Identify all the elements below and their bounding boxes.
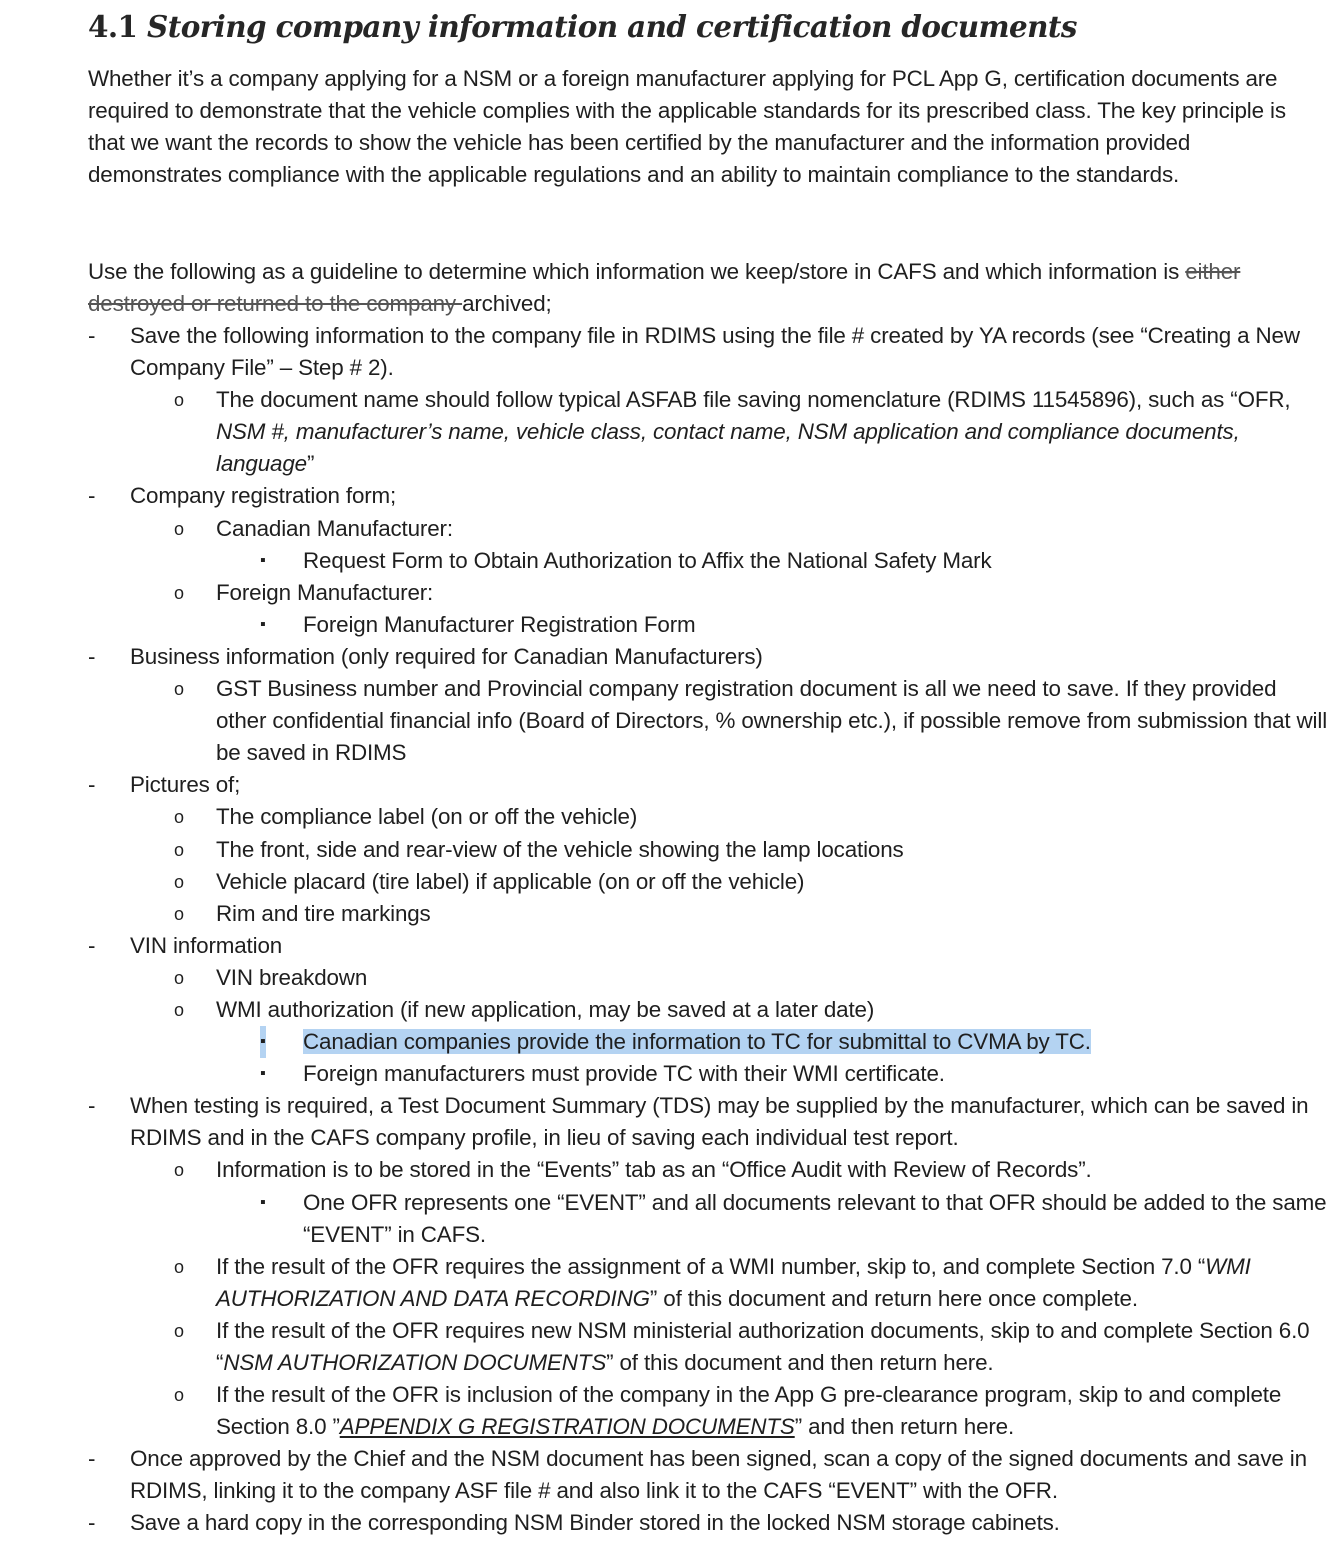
guideline-list: [88, 320, 1328, 1540]
circle-bullet: o: [174, 679, 184, 700]
list-item-text: Rim and tire markings: [216, 900, 431, 926]
list-item-text: GST Business number and Provincial company registration document is all we need to save. If they provided other confidential financial info (Board of Directors, % ownership etc.), if possible remove from submission that will be saved in RDIMS: [216, 676, 1328, 766]
list-item-text: Vehicle placard (tire label) if applicable (on or off the vehicle): [216, 868, 805, 894]
list-item: [88, 1315, 1328, 1379]
list-item-text: Request Form to Obtain Authorization to Affix the National Safety Mark: [303, 547, 992, 573]
list-item-text: Business information (only required for Canadian Manufacturers): [130, 643, 763, 669]
list-item: [88, 962, 1328, 994]
list-item-text: ” of this document and then return here.: [606, 1350, 994, 1375]
list-item: [88, 1443, 1328, 1507]
list-item-text: Information is to be stored in the “Events” tab as an “Office Audit with Review of Records”.: [216, 1157, 1092, 1183]
list-item: [88, 1187, 1328, 1251]
intro-paragraph: Whether it’s a company applying for a NSM or a foreign manufacturer applying for PCL App G, certification documents are required to demonstrate that the vehicle complies with the applicable standards for its prescribed class. The key principle is that we want the records to show the vehicle has been certified by the manufacturer and the information provided demonstrates compliance with the applicable regulations and an ability to maintain compliance to the standards.: [88, 66, 1286, 188]
list-item: [88, 1058, 1328, 1090]
square-bullet: ▪: [260, 1193, 266, 1211]
list-item-selected[interactable]: [88, 1026, 1328, 1058]
list-item-text: Once approved by the Chief and the NSM document has been signed, scan a copy of the signed documents and save in RDIMS, linking it to the company ASF file # and also link it to the CAFS “EVENT” with the OFR.: [130, 1446, 1307, 1504]
list-item: [88, 609, 1328, 641]
square-bullet: ▪: [260, 615, 266, 633]
list-item: [88, 673, 1328, 769]
list-item-text: When testing is required, a Test Document Summary (TDS) may be supplied by the manufacturer, which can be saved in RDIMS and in the CAFS company profile, in lieu of saving each individual test report.: [130, 1093, 1309, 1151]
dash-bullet: -: [88, 1093, 96, 1119]
circle-bullet: o: [174, 839, 184, 860]
circle-bullet: o: [174, 1160, 184, 1181]
list-item-text: Foreign Manufacturer Registration Form: [303, 611, 696, 637]
list-item: [88, 320, 1328, 384]
list-item-text: Foreign Manufacturer:: [216, 579, 434, 605]
nomenclature-example: NSM #, manufacturer’s name, vehicle class, contact name, NSM application and compliance documents, language: [216, 419, 1240, 477]
dash-bullet: -: [88, 772, 96, 798]
section-title: Storing company information and certification documents: [147, 10, 1077, 45]
dash-bullet: -: [88, 643, 96, 669]
section-link[interactable]: APPENDIX G REGISTRATION DOCUMENTS: [339, 1414, 795, 1440]
list-item: [88, 641, 1328, 673]
list-item: [88, 769, 1328, 801]
list-item-text: If the result of the OFR requires new NSM ministerial authorization documents, skip to and complete Section 6.0 “: [216, 1317, 1310, 1375]
guideline-text: Use the following as a guideline to determine which information we keep/store in CAFS and which information is: [88, 259, 1186, 284]
list-item-text: If the result of the OFR is inclusion of the company in the App G pre-clearance program, skip to and complete Section 8.0 ”: [216, 1382, 1282, 1440]
list-item-text: ” and then return here.: [794, 1414, 1015, 1440]
dash-bullet: -: [88, 1446, 96, 1472]
list-item-text: The document name should follow typical ASFAB file saving nomenclature (RDIMS 11545896), such as “OFR,: [216, 387, 1291, 413]
list-item: [88, 930, 1328, 962]
circle-bullet: o: [174, 582, 184, 603]
list-item: [88, 1090, 1328, 1154]
deleted-text: either destroyed or returned to the company: [88, 259, 1241, 317]
list-item-text: If the result of the OFR requires the assignment of a WMI number, skip to, and complete Section 7.0 “: [216, 1253, 1206, 1279]
list-item: [88, 1379, 1328, 1443]
selected-text[interactable]: Canadian companies provide the information to TC for submittal to CVMA by TC.: [303, 1029, 1091, 1055]
list-item-text: Foreign manufacturers must provide TC with their WMI certificate.: [303, 1061, 945, 1087]
section-number: 4.1: [88, 10, 138, 45]
circle-bullet: o: [174, 1320, 184, 1341]
inserted-text: archived;: [462, 291, 552, 317]
circle-bullet: o: [174, 999, 184, 1020]
circle-bullet: o: [174, 1385, 184, 1406]
dash-bullet: -: [88, 483, 96, 509]
circle-bullet: o: [174, 390, 184, 411]
square-bullet: ▪: [260, 1026, 266, 1058]
list-item: [88, 384, 1328, 480]
circle-bullet: o: [174, 871, 184, 892]
list-item-text: ” of this document and return here once complete.: [649, 1285, 1138, 1311]
section-reference: NSM AUTHORIZATION DOCUMENTS: [223, 1350, 607, 1375]
list-item-text: One OFR represents one “EVENT” and all documents relevant to that OFR should be added to the same “EVENT” in CAFS.: [303, 1189, 1327, 1247]
list-item: [88, 801, 1328, 833]
list-item-text: Save a hard copy in the corresponding NSM Binder stored in the locked NSM storage cabinets.: [130, 1510, 1060, 1536]
list-item: [88, 513, 1328, 545]
list-item: [88, 1507, 1328, 1539]
dash-bullet: -: [88, 932, 96, 958]
list-item: [88, 898, 1328, 930]
list-item: [88, 577, 1328, 609]
list-item-text: VIN breakdown: [216, 964, 368, 990]
circle-bullet: o: [174, 967, 184, 988]
circle-bullet: o: [174, 807, 184, 828]
list-item-text: VIN information: [130, 932, 283, 958]
close-quote: ”: [306, 451, 315, 477]
list-item: [88, 545, 1328, 577]
list-item: [88, 480, 1328, 512]
list-item-text: The front, side and rear-view of the vehicle showing the lamp locations: [216, 836, 904, 862]
section-reference: WMI AUTHORIZATION AND DATA RECORDING: [216, 1253, 1251, 1311]
list-item: [88, 834, 1328, 866]
dash-bullet: -: [88, 1510, 96, 1536]
circle-bullet: o: [174, 1256, 184, 1277]
square-bullet: ▪: [260, 1065, 266, 1083]
list-item-text: Company registration form;: [130, 483, 397, 509]
section-heading: [88, 10, 1077, 45]
circle-bullet: o: [174, 903, 184, 924]
list-item-text: WMI authorization (if new application, may be saved at a later date): [216, 996, 875, 1022]
list-item-text: Canadian Manufacturer:: [216, 515, 453, 541]
list-item-text: Pictures of;: [130, 772, 241, 798]
list-item: [88, 1154, 1328, 1186]
list-item: [88, 994, 1328, 1026]
list-item-text: The compliance label (on or off the vehicle): [216, 804, 638, 830]
list-item: [88, 866, 1328, 898]
dash-bullet: -: [88, 323, 96, 348]
list-item: [88, 1251, 1328, 1315]
guideline-paragraph: [88, 256, 1328, 320]
square-bullet: ▪: [260, 551, 266, 569]
circle-bullet: o: [174, 518, 184, 539]
list-item-text: Save the following information to the company file in RDIMS using the file # created by YA records (see “Creating a New Company File” – Step # 2).: [130, 323, 1300, 381]
